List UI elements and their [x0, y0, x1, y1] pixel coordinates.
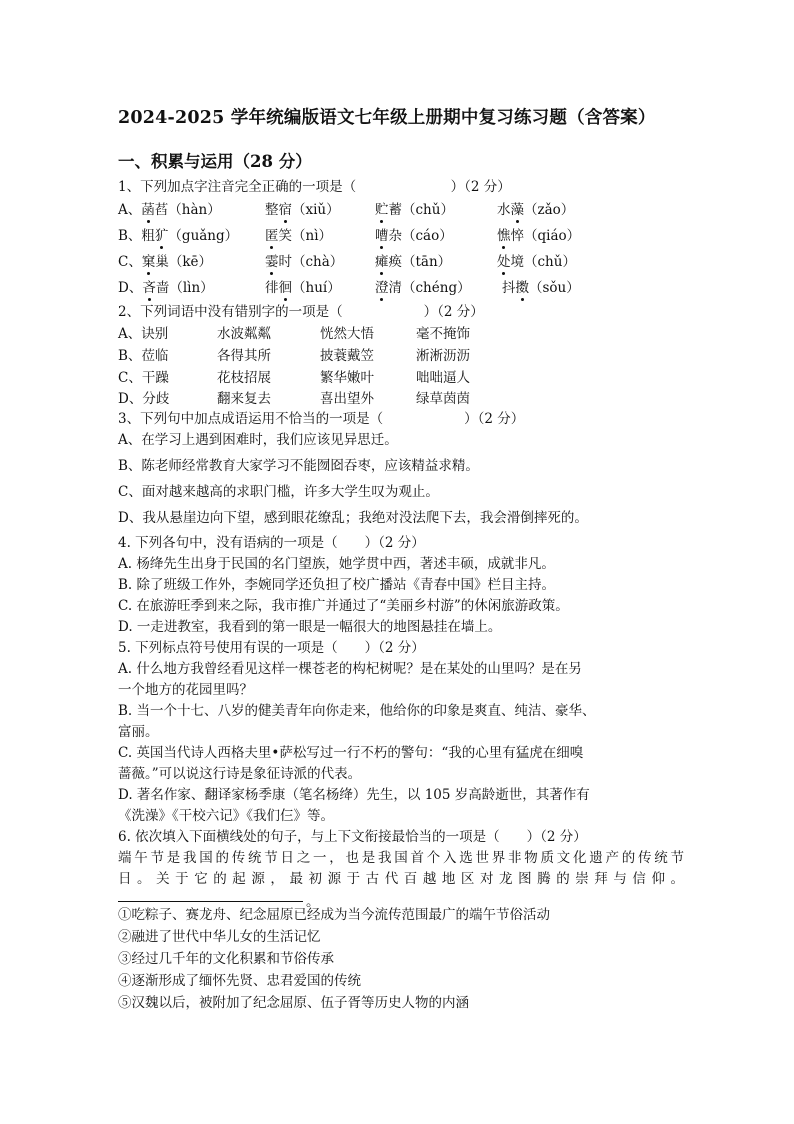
q2-a-4: 毫不掩饰 [416, 326, 470, 342]
q1-option-d-word1: D、吝啬（lìn） [118, 280, 214, 296]
q1-option-c-word2: 霎时（chà） [265, 254, 344, 270]
q5-option-d-line2: 《洗澡》《干校六记》《我们仨》等。 [118, 808, 334, 824]
q6-passage-line2: 日。关于它的起源，最初源于古代百越地区对龙图腾的崇拜与信仰。 [118, 871, 684, 887]
q2-c-4: 咄咄逼人 [416, 370, 470, 386]
q6-item-4: ④逐渐形成了缅怀先贤、忠君爱国的传统 [118, 973, 361, 989]
q6-answer-blank [118, 901, 303, 902]
q4-option-b: B. 除了班级工作外，李婉同学还负担了校广播站《青春中国》栏目主持。 [118, 577, 556, 593]
q4-option-d: D. 一走进教室，我看到的第一眼是一幅很大的地图悬挂在墙上。 [118, 619, 502, 635]
q6-item-3: ③经过几千年的文化积累和节俗传承 [118, 951, 334, 967]
q5-option-a-line2: 一个地方的花园里吗？ [118, 682, 253, 698]
q1-option-d-word3: 澄清（chéng） [375, 280, 471, 296]
q5-option-c-line2: 蔷薇。”可以说这行诗是象征诗派的代表。 [118, 766, 362, 782]
q1-stem: 1、下列加点字注音完全正确的一项是（ ）（2 分） [118, 179, 511, 195]
q1-option-a-word1: A、菡萏（hàn） [118, 202, 221, 218]
q3-option-a: A、在学习上遇到困难时，我们应该见异思迁。 [118, 432, 398, 448]
q2-b-4: 淅淅沥沥 [416, 348, 470, 364]
q5-option-b-line1: B. 当一个十七、八岁的健美青年向你走来，他给你的印象是爽直、纯洁、豪华、 [118, 703, 596, 719]
q2-c-2: 花枝招展 [217, 370, 271, 386]
q3-option-b: B、陈老师经常教育大家学习不能囫囵吞枣，应该精益求精。 [118, 458, 479, 474]
q2-a-1: A、诀别 [118, 326, 169, 342]
q1-option-a-word4: 水藻（zǎo） [497, 202, 575, 218]
q4-stem: 4. 下列各句中，没有语病的一项是（ ）（2 分） [118, 535, 425, 551]
q2-b-3: 披蓑戴笠 [320, 348, 374, 364]
q4-option-a: A. 杨绛先生出身于民国的名门望族，她学贯中西，著述丰硕，成就非凡。 [118, 556, 555, 572]
q5-option-c-line1: C. 英国当代诗人西格夫里•萨松写过一行不朽的警句：“我的心里有猛虎在细嗅 [118, 745, 584, 761]
q4-option-c: C. 在旅游旺季到来之际，我市推广并通过了“美丽乡村游”的休闲旅游政策。 [118, 598, 569, 614]
q1-option-c-word1: C、窠巢（kē） [118, 254, 213, 270]
q2-b-1: B、莅临 [118, 348, 169, 364]
q2-d-2: 翻来复去 [217, 391, 271, 407]
q2-d-4: 绿草茵茵 [416, 391, 470, 407]
q5-option-b-line2: 富丽。 [118, 724, 159, 740]
q1-option-d-word4: 抖擞（sǒu） [502, 280, 580, 296]
q2-d-3: 喜出望外 [320, 391, 374, 407]
q6-blank-period: 。 [306, 894, 320, 910]
q2-d-1: D、分歧 [118, 391, 170, 407]
q2-a-3: 恍然大悟 [320, 326, 374, 342]
q6-item-2: ②融进了世代中华儿女的生活记忆 [118, 929, 321, 945]
q1-option-b-word3: 嘈杂（cáo） [375, 228, 453, 244]
q1-option-b-word4: 憔悴（qiáo） [497, 228, 581, 244]
q6-item-1: ①吃粽子、赛龙舟、纪念屈原已经成为当今流传范围最广的端午节俗活动 [118, 907, 550, 923]
q2-b-2: 各得其所 [217, 348, 271, 364]
q2-a-2: 水波粼粼 [217, 326, 271, 342]
q3-option-d: D、我从悬崖边向下望，感到眼花缭乱；我绝对没法爬下去，我会滑倒摔死的。 [118, 510, 588, 526]
q1-option-d-word2: 徘徊（huí） [265, 280, 341, 296]
q1-option-b-word1: B、粗犷（guǎng） [118, 228, 239, 244]
q2-stem: 2、下列词语中没有错别字的一项是（ ）（2 分） [118, 304, 484, 320]
q3-stem: 3、下列句中加点成语运用不恰当的一项是（ ）（2 分） [118, 411, 525, 427]
q2-c-1: C、干躁 [118, 370, 169, 386]
q6-item-5: ⑤汉魏以后，被附加了纪念屈原、伍子胥等历史人物的内涵 [118, 995, 469, 1011]
q5-option-d-line1: D. 著名作家、翻译家杨季康（笔名杨绛）先生，以 105 岁高龄逝世，其著作有 [118, 787, 590, 803]
q1-option-b-word2: 匿笑（nì） [265, 228, 333, 244]
q2-c-3: 繁华嫩叶 [320, 370, 374, 386]
q1-option-c-word4: 处境（chǔ） [497, 254, 576, 270]
q1-option-a-word3: 贮蓄（chǔ） [375, 202, 454, 218]
page-title: 2024-2025 学年统编版语文七年级上册期中复习练习题（含答案） [118, 108, 656, 128]
q5-stem: 5. 下列标点符号使用有误的一项是（ ）（2 分） [118, 640, 425, 656]
q3-option-c: C、面对越来越高的求职门槛，许多大学生叹为观止。 [118, 484, 439, 500]
q6-stem: 6. 依次填入下面横线处的句子，与上下文衔接最恰当的一项是（ ）（2 分） [118, 829, 587, 845]
q1-option-c-word3: 瘫痪（tān） [375, 254, 452, 270]
q6-passage-line1: 端午节是我国的传统节日之一，也是我国首个入选世界非物质文化遗产的传统节 [118, 850, 684, 866]
section-heading: 一、积累与运用（28 分） [118, 152, 312, 171]
q1-option-a-word2: 整宿（xiǔ） [265, 202, 340, 218]
q5-option-a-line1: A. 什么地方我曾经看见这样一棵苍老的构杞树呢？是在某处的山里吗？是在另 [118, 661, 582, 677]
